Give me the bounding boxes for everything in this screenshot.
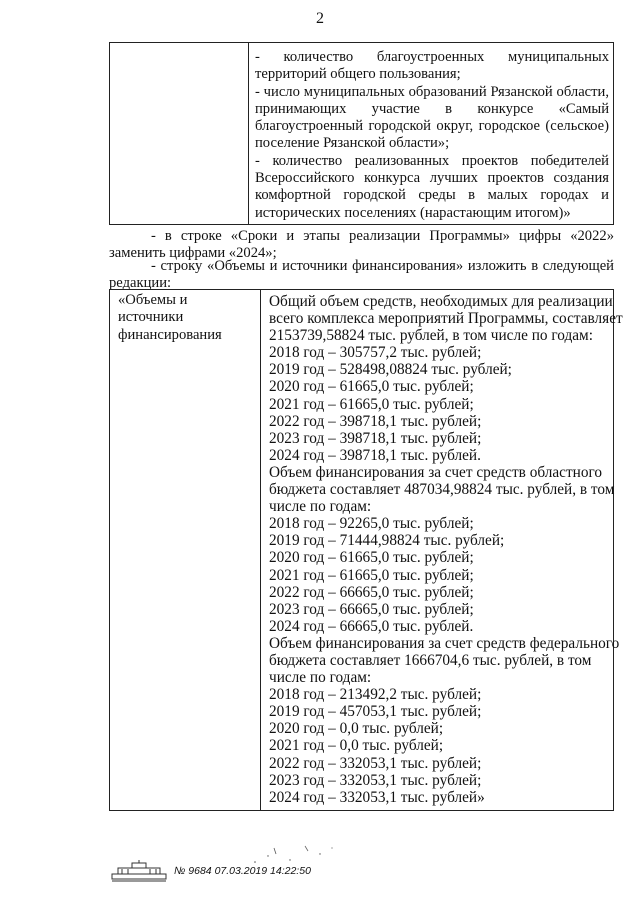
financing-line: 2023 год – 332053,1 тыс. рублей; (269, 771, 482, 789)
financing-line: 2024 год – 398718,1 тыс. рублей. (269, 446, 481, 464)
financing-line: 2022 год – 398718,1 тыс. рублей; (269, 412, 482, 430)
financing-line: 2021 год – 61665,0 тыс. рублей; (269, 395, 474, 413)
financing-line: Общий объем средств, необходимых для реализации (269, 293, 613, 310)
scan-speckles (250, 842, 340, 872)
financing-line: 2023 год – 66665,0 тыс. рублей; (269, 600, 474, 618)
instruction-financing: - строку «Объемы и источники финансирования» изложить в следующей редакции: (109, 258, 614, 292)
financing-line: 2021 год – 61665,0 тыс. рублей; (269, 566, 474, 584)
financing-line: 2022 год – 332053,1 тыс. рублей; (269, 754, 482, 772)
indicator-paragraph: - количество реализованных проектов победителей Всероссийского конкурса лучших проектов создания комфортной городской среды в малых городах и исторических поселениях (нарастающим итогом)» (255, 152, 609, 221)
instruction-deadlines: - в строке «Сроки и этапы реализации Программы» цифры «2022» заменить цифрами «2024»; (109, 228, 614, 262)
financing-line: 2019 год – 71444,98824 тыс. рублей; (269, 532, 505, 550)
indicator-paragraph: - количество благоустроенных муниципальных территорий общего пользования; (255, 49, 609, 83)
financing-line: Объем финансирования за счет средств областного (269, 463, 603, 481)
financing-line: бюджета составляет 487034,98824 тыс. рублей, в том (269, 481, 615, 499)
financing-details (261, 290, 623, 811)
financing-line: числе по годам: (269, 498, 372, 516)
financing-line: всего комплекса мероприятий Программы, составляет (269, 310, 623, 328)
financing-line: Объем финансирования за счет средств федерального (269, 634, 620, 652)
financing-line: 2023 год – 398718,1 тыс. рублей; (269, 429, 482, 447)
financing-line: 2019 год – 528498,08824 тыс. рублей; (269, 361, 512, 379)
financing-line: 2020 год – 61665,0 тыс. рублей; (269, 378, 474, 396)
financing-row-title (110, 290, 261, 811)
indicators-cell (249, 43, 614, 225)
row-title-line: «Объемы и (118, 292, 188, 308)
financing-line: 2021 год – 0,0 тыс. рублей; (269, 737, 444, 755)
financing-line: 2018 год – 213492,2 тыс. рублей; (269, 686, 482, 704)
registration-stamp: № 9684 07.03.2019 14:22:50 (174, 865, 311, 877)
financing-line: 2020 год – 61665,0 тыс. рублей; (269, 549, 474, 567)
financing-line: 2024 год – 332053,1 тыс. рублей» (269, 788, 485, 806)
government-building-logo (110, 860, 168, 882)
continued-indicators-table (109, 42, 614, 225)
financing-line: 2024 год – 66665,0 тыс. рублей. (269, 617, 474, 635)
empty-left-cell (110, 43, 249, 225)
financing-line: 2153739,58824 тыс. рублей, в том числе по годам: (269, 327, 593, 345)
page-number: 2 (316, 10, 324, 27)
financing-table (109, 289, 623, 811)
financing-line: бюджета составляет 1666704,6 тыс. рублей, в том (269, 651, 592, 669)
financing-line: числе по годам: (269, 669, 372, 687)
financing-line: 2022 год – 66665,0 тыс. рублей; (269, 583, 474, 601)
row-title-line: источники (118, 309, 184, 326)
financing-line: 2020 год – 0,0 тыс. рублей; (269, 720, 444, 738)
indicator-paragraph: - число муниципальных образований Рязанской области, принимающих участие в конкурсе «Самый благоустроенный городской округ, городское (сельское) поселение Рязанской области»; (255, 83, 609, 152)
financing-line: 2018 год – 305757,2 тыс. рублей; (269, 344, 482, 362)
row-title-line: финансирования (118, 326, 222, 343)
financing-line: 2019 год – 457053,1 тыс. рублей; (269, 703, 482, 721)
financing-line: 2018 год – 92265,0 тыс. рублей; (269, 515, 474, 533)
